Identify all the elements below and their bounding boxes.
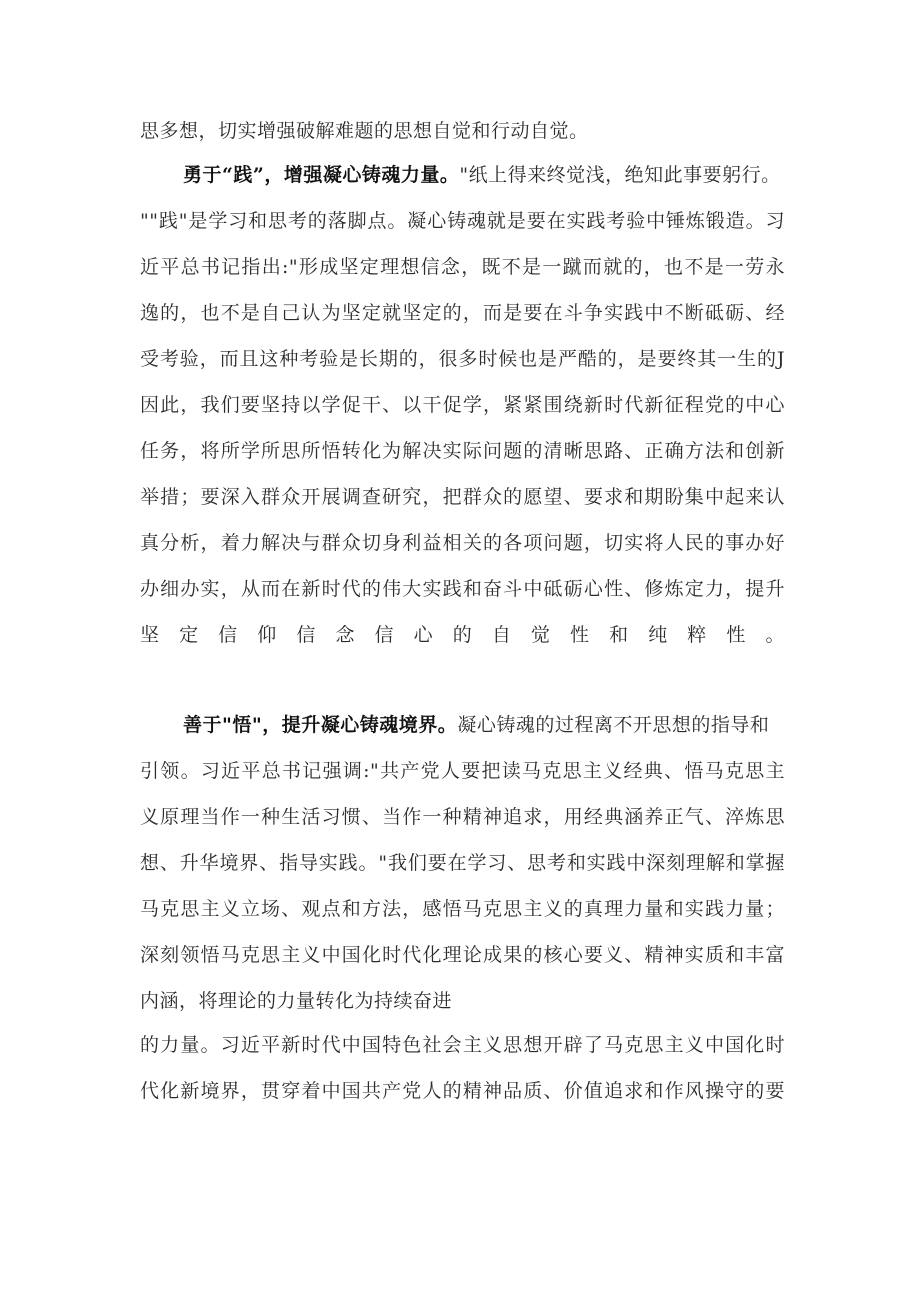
paragraph-line: 坚定信仰信念信心的自觉性和纯粹性。 bbox=[140, 624, 785, 646]
paragraph-line: 思多想，切实增强破解难题的思想自觉和行动自觉。 bbox=[140, 120, 589, 142]
paragraph-line: 想、升华境界、指导实践。"我们要在学习、思考和实践中深刻理解和掌握 bbox=[140, 852, 785, 874]
paragraph-line: 义原理当作一种生活习惯、当作一种精神追求，用经典涵养正气、淬炼思 bbox=[140, 806, 785, 828]
paragraph-text: "纸上得来终觉浅，绝知此事要躬行。 bbox=[459, 164, 781, 186]
paragraph-line: 逸的，也不是自己认为坚定就坚定的，而是要在斗争实践中不断砥砺、经 bbox=[140, 302, 785, 324]
paragraph-line: 真分析，着力解决与群众切身利益相关的各项问题，切实将人民的事办好 bbox=[140, 532, 785, 554]
paragraph-line: 受考验，而且这种考验是长期的，很多时候也是严酷的，是要终其一生的J bbox=[140, 348, 785, 370]
paragraph-first-line bbox=[183, 162, 788, 188]
paragraph-line: 内涵，将理论的力量转化为持续奋进 bbox=[140, 990, 453, 1012]
section-heading: 勇于“践”，增强凝心铸魂力量。 bbox=[183, 164, 460, 186]
paragraph-line: 的力量。习近平新时代中国特色社会主义思想开辟了马克思主义中国化时 bbox=[140, 1034, 785, 1056]
paragraph-line: 近平总书记指出:"形成坚定理想信念，既不是一蹴而就的，也不是一劳永 bbox=[140, 256, 785, 278]
section-heading: 善于"悟"，提升凝心铸魂境界。 bbox=[183, 714, 458, 736]
paragraph-line: 马克思主义立场、观点和方法，感悟马克思主义的真理力量和实践力量； bbox=[140, 898, 785, 920]
paragraph-text: 凝心铸魂的过程离不开思想的指导和 bbox=[457, 714, 770, 736]
paragraph-first-line bbox=[183, 712, 788, 738]
paragraph-line: 引领。习近平总书记强调:"共产党人要把读马克思主义经典、悟马克思主 bbox=[140, 760, 785, 782]
paragraph-line: 举措；要深入群众开展调查研究，把群众的愿望、要求和期盼集中起来认 bbox=[140, 486, 785, 508]
paragraph-line: 任务，将所学所思所悟转化为解决实际问题的清晰思路、正确方法和创新 bbox=[140, 440, 785, 462]
paragraph-line: 代化新境界，贯穿着中国共产党人的精神品质、价值追求和作风操守的要 bbox=[140, 1080, 785, 1102]
paragraph-line: 因此，我们要坚持以学促干、以干促学，紧紧围绕新时代新征程党的中心 bbox=[140, 394, 785, 416]
paragraph-line: 办细办实，从而在新时代的伟大实践和奋斗中砥砺心性、修炼定力，提升 bbox=[140, 578, 785, 600]
paragraph-line: ""践"是学习和思考的落脚点。凝心铸魂就是要在实践考验中锤炼锻造。习 bbox=[140, 210, 785, 232]
paragraph-line: 深刻领悟马克思主义中国化时代化理论成果的核心要义、精神实质和丰富 bbox=[140, 944, 785, 966]
